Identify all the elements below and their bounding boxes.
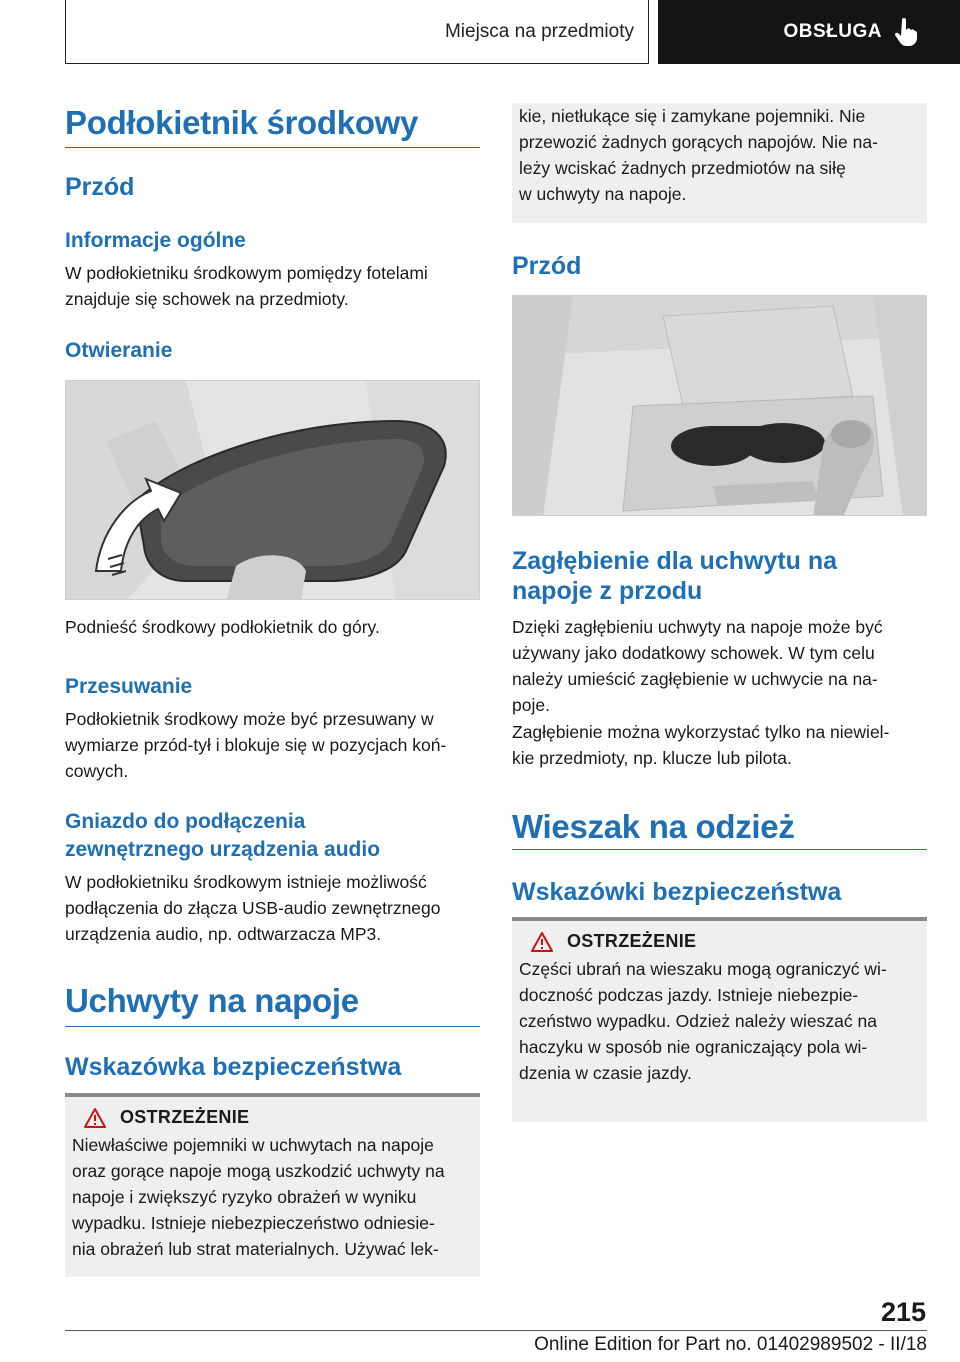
chapter-title: OBSŁUGA xyxy=(783,21,882,42)
warning-header xyxy=(531,931,921,952)
warning-title: OSTRZEŻENIE xyxy=(120,1107,250,1127)
cupholder-illustration xyxy=(512,295,927,516)
heading-rule xyxy=(65,147,480,148)
section-title: Miejsca na przedmioty xyxy=(444,20,634,42)
paragraph-recess-2: Zagłębienie można wykorzystać tylko na niewiel‐ kie przedmioty, np. klucze lub pilota. xyxy=(512,722,890,768)
armrest-illustration xyxy=(65,380,480,600)
heading-rule xyxy=(65,1026,480,1027)
heading-coat-hook: Wieszak na odzież xyxy=(512,808,795,845)
paragraph-recess-1: Dzięki zagłębieniu uchwyty na napoje może być używany jako dodatkowy schowek. W tym celu należy umieścić zagłębienie w uchwycie na na‐ poje. xyxy=(512,617,883,715)
page-number: 215 xyxy=(880,1297,926,1327)
heading-front: Przód xyxy=(65,173,135,201)
heading-opening: Otwieranie xyxy=(65,339,173,362)
running-header-chapter xyxy=(658,0,960,64)
warning-box: OSTRZEŻENIE Części ubrań na wieszaku mogą ograniczyć wi‐ doczność podczas jazdy. Istnieje niebezpie‐ czeństwo wypadku. Odzież należy wieszać na haczyku w sposób nie ograniczający pola wi‐ dzenia w czasie jazdy. xyxy=(512,917,927,1122)
warning-box: OSTRZEŻENIE Niewłaściwe pojemniki w uchwytach na napoje oraz gorące napoje mogą uszkodzić uchwyty na napoje i zwiększyć ryzyko obrażeń w wyniku wypadku. Istnieje niebezpieczeństwo odniesie‐ nia obrażeń lub strat materialnych. Używać lek‐ xyxy=(65,1093,480,1277)
heading-rule xyxy=(512,849,927,850)
paragraph-general: W podłokietniku środkowym pomiędzy fotelami znajduje się schowek na przedmioty. xyxy=(65,263,428,309)
heading-audio-socket: Gniazdo do podłączenia zewnętrznego urządzenia audio xyxy=(65,810,381,861)
caption-opening: Podnieść środkowy podłokietnik do góry. xyxy=(65,617,380,637)
heading-cupholders: Uchwyty na napoje xyxy=(65,982,359,1019)
armrest-drawing xyxy=(66,381,480,600)
heading-armrest: Podłokietnik środkowy xyxy=(65,104,419,141)
paragraph-sliding: Podłokietnik środkowy może być przesuwany w wymiarze przód-tył i blokuje się w pozycjach koń‐ cowych. xyxy=(65,709,447,781)
warning-header xyxy=(84,1107,474,1128)
heading-sliding: Przesuwanie xyxy=(65,675,193,698)
footer-rule xyxy=(65,1330,927,1331)
heading-safety-note: Wskazówka bezpieczeństwa xyxy=(65,1053,402,1081)
heading-general-info: Informacje ogólne xyxy=(65,229,246,252)
warning-box-continued: kie, nietłukące się i zamykane pojemniki. Nie przewozić żadnych gorących napojów. Nie na‐ leży wciskać żadnych przedmiotów na siłę w uchwyty na napoje. xyxy=(512,103,927,223)
warning-triangle-icon xyxy=(84,1108,106,1128)
running-header-section xyxy=(65,0,649,64)
paragraph-audio-socket: W podłokietniku środkowym istnieje możliwość podłączenia do złącza USB-audio zewnętrznego urządzenia audio, np. odtwarzacza MP3. xyxy=(65,872,441,944)
warning-title: OSTRZEŻENIE xyxy=(567,931,697,951)
heading-front: Przód xyxy=(512,252,582,280)
edition-footer: Online Edition for Part no. 01402989502 - II/18 xyxy=(534,1334,927,1355)
warning-triangle-icon xyxy=(531,932,553,952)
heading-safety-notes: Wskazówki bezpieczeństwa xyxy=(512,878,842,906)
heading-recess: Zagłębienie dla uchwytu na napoje z przodu xyxy=(512,547,838,605)
pointing-hand-icon xyxy=(894,18,918,46)
cupholder-drawing xyxy=(513,296,927,516)
